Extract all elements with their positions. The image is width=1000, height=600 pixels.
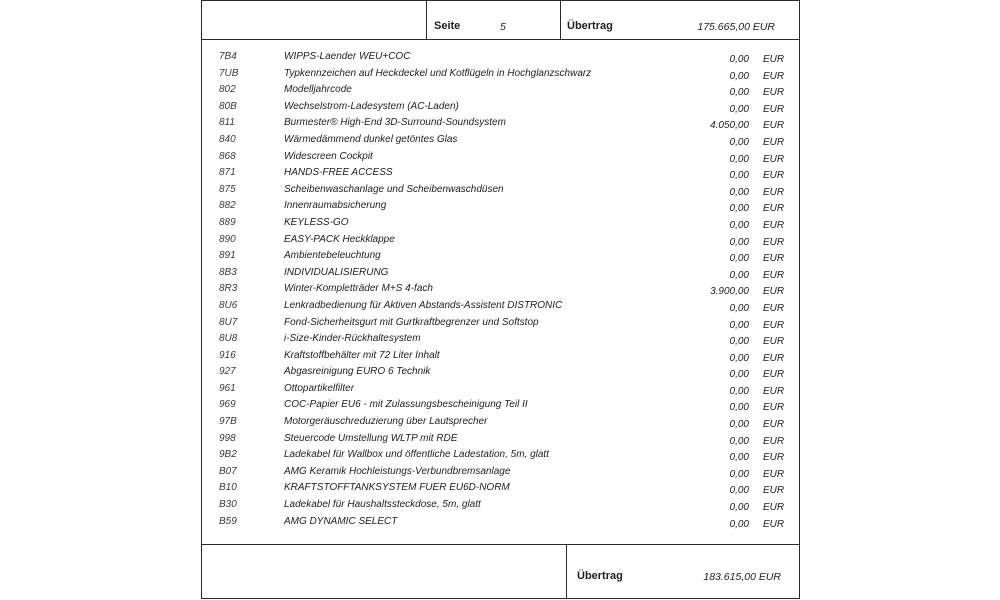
option-description: AMG DYNAMIC SELECT [284, 515, 398, 527]
footer-divider [566, 545, 567, 598]
option-row [202, 113, 799, 130]
option-description: Abgasreinigung EURO 6 Technik [284, 366, 431, 378]
option-code: 961 [219, 382, 236, 394]
option-price: 0,00 [729, 369, 749, 381]
option-currency: EUR [763, 352, 785, 364]
option-description: WIPPS-Laender WEU+COC [284, 51, 411, 62]
option-currency: EUR [763, 319, 785, 331]
option-currency: EUR [763, 286, 785, 298]
option-code: 7UB [219, 67, 239, 79]
option-price: 0,00 [729, 352, 749, 364]
option-row [202, 512, 799, 529]
option-price: 0,00 [729, 203, 749, 215]
option-code: 882 [219, 200, 236, 212]
option-currency: EUR [763, 70, 785, 82]
option-description: INDIVIDUALISIERUNG [284, 266, 389, 278]
option-code: 8U7 [219, 316, 238, 328]
option-price: 0,00 [729, 435, 749, 447]
option-price: 0,00 [729, 419, 749, 431]
option-currency: EUR [763, 236, 785, 248]
option-code: 969 [219, 399, 236, 411]
option-description: Burmester® High-End 3D-Surround-Soundsystem [284, 117, 506, 129]
carry-over-amount: 175.665,00 EUR [697, 21, 775, 33]
option-description: Wärmedämmend dunkel getöntes Glas [284, 133, 458, 145]
option-currency: EUR [763, 385, 785, 397]
option-price: 0,00 [729, 502, 749, 514]
option-price: 0,00 [729, 186, 749, 198]
option-code: 8R3 [219, 283, 238, 295]
page-footer [202, 544, 799, 598]
option-price: 0,00 [729, 219, 749, 231]
page-label: Seite [434, 20, 461, 32]
option-currency: EUR [763, 518, 785, 530]
option-currency: EUR [763, 219, 785, 231]
option-row [202, 329, 799, 346]
option-description: Fond-Sicherheitsgurt mit Gurtkraftbegrenzer und Softstop [284, 316, 539, 328]
option-currency: EUR [763, 369, 785, 381]
option-currency: EUR [763, 253, 785, 265]
page-number: 5 [500, 21, 506, 33]
option-row [202, 64, 799, 81]
option-price: 0,00 [729, 485, 749, 497]
option-code: 891 [219, 250, 236, 262]
option-row [202, 495, 799, 512]
option-price: 0,00 [729, 103, 749, 115]
option-currency: EUR [763, 186, 785, 198]
option-code: 868 [219, 150, 236, 162]
option-description: Typkennzeichen auf Heckdeckel und Kotflügeln in Hochglanzschwarz [284, 67, 592, 79]
option-description: Kraftstoffbehälter mit 72 Liter Inhalt [284, 349, 440, 361]
option-description: COC-Papier EU6 - mit Zulassungsbescheinigung Teil II [284, 399, 528, 411]
carry-over-total-label: Übertrag [577, 570, 623, 582]
option-row [202, 445, 799, 462]
option-row [202, 147, 799, 164]
option-row [202, 346, 799, 363]
option-description: Steuercode Umstellung WLTP mit RDE [284, 432, 458, 444]
option-price: 0,00 [729, 170, 749, 182]
option-description: i-Size-Kinder-Rückhaltesystem [284, 333, 421, 345]
option-price: 0,00 [729, 236, 749, 248]
option-price: 0,00 [729, 385, 749, 397]
option-row [202, 395, 799, 412]
option-code: 8U6 [219, 299, 238, 311]
option-currency: EUR [763, 468, 785, 480]
option-code: 8U8 [219, 333, 238, 345]
option-code: 875 [219, 183, 236, 195]
option-price: 0,00 [729, 70, 749, 82]
option-description: EASY-PACK Heckklappe [284, 233, 395, 245]
option-code: 802 [219, 84, 236, 96]
option-description: Wechselstrom-Ladesystem (AC-Laden) [284, 100, 459, 112]
option-row [202, 130, 799, 147]
option-row [202, 47, 799, 64]
option-code: 890 [219, 233, 236, 245]
header-divider [560, 1, 561, 39]
header-divider [426, 1, 427, 39]
carry-over-label: Übertrag [567, 20, 613, 32]
invoice-page [201, 0, 800, 599]
option-row [202, 263, 799, 280]
option-code: B30 [219, 499, 237, 511]
option-currency: EUR [763, 54, 785, 65]
option-code: 916 [219, 349, 236, 361]
option-price: 0,00 [729, 302, 749, 314]
option-code: 889 [219, 216, 236, 228]
option-code: B59 [219, 515, 237, 527]
option-row [202, 180, 799, 197]
option-currency: EUR [763, 136, 785, 148]
option-description: Motorgeräuschreduzierung über Lautsprecher [284, 416, 488, 428]
option-price: 3.900,00 [710, 286, 749, 298]
option-price: 0,00 [729, 153, 749, 165]
option-row [202, 230, 799, 247]
option-row [202, 296, 799, 313]
option-code: 811 [219, 117, 235, 129]
option-currency: EUR [763, 120, 785, 132]
option-price: 0,00 [729, 518, 749, 530]
option-price: 0,00 [729, 54, 749, 65]
option-price: 0,00 [729, 136, 749, 148]
option-row [202, 97, 799, 114]
option-description: Ambientebeleuchtung [284, 250, 381, 262]
option-currency: EUR [763, 302, 785, 314]
option-code: 80B [219, 100, 237, 112]
option-code: 9B2 [219, 449, 237, 461]
option-currency: EUR [763, 452, 785, 464]
option-row [202, 462, 799, 479]
option-price: 0,00 [729, 402, 749, 414]
option-code: B07 [219, 465, 237, 477]
carry-over-total-amount: 183.615,00 EUR [703, 571, 781, 583]
option-code: 840 [219, 133, 236, 145]
option-row [202, 362, 799, 379]
option-row [202, 279, 799, 296]
option-currency: EUR [763, 170, 785, 182]
option-description: KRAFTSTOFFTANKSYSTEM FUER EU6D-NORM [284, 482, 510, 494]
option-currency: EUR [763, 502, 785, 514]
option-row [202, 429, 799, 446]
option-code: B10 [219, 482, 237, 494]
option-currency: EUR [763, 402, 785, 414]
option-description: Winter-Kompletträder M+S 4-fach [284, 283, 433, 295]
option-description: Lenkradbedienung für Aktiven Abstands-Assistent DISTRONIC [284, 299, 563, 311]
option-currency: EUR [763, 419, 785, 431]
option-price: 0,00 [729, 319, 749, 331]
option-row [202, 80, 799, 97]
option-row [202, 478, 799, 495]
option-code: 8B3 [219, 266, 237, 278]
option-currency: EUR [763, 269, 785, 281]
option-row [202, 313, 799, 330]
option-row [202, 213, 799, 230]
option-price: 0,00 [729, 253, 749, 265]
option-description: HANDS-FREE ACCESS [284, 167, 393, 179]
option-currency: EUR [763, 435, 785, 447]
option-description: Ottopartikelfilter [284, 382, 355, 394]
option-row [202, 196, 799, 213]
option-row [202, 246, 799, 263]
option-price: 0,00 [729, 452, 749, 464]
option-row [202, 379, 799, 396]
option-price: 0,00 [729, 336, 749, 348]
option-price: 4.050,00 [710, 120, 749, 132]
option-currency: EUR [763, 336, 785, 348]
option-currency: EUR [763, 485, 785, 497]
option-code: 97B [219, 416, 237, 428]
option-code: 927 [219, 366, 236, 378]
option-list [202, 47, 799, 528]
page-header [202, 0, 799, 40]
option-description: Scheibenwaschanlage und Scheibenwaschdüsen [284, 183, 504, 195]
option-description: AMG Keramik Hochleistungs-Verbundbremsanlage [284, 465, 511, 477]
option-price: 0,00 [729, 269, 749, 281]
option-currency: EUR [763, 103, 785, 115]
option-row [202, 163, 799, 180]
option-row [202, 412, 799, 429]
option-description: Modelljahrcode [284, 84, 352, 96]
option-code: 7B4 [219, 51, 237, 62]
option-price: 0,00 [729, 87, 749, 99]
option-currency: EUR [763, 87, 785, 99]
option-description: Ladekabel für Wallbox und öffentliche Ladestation, 5m, glatt [284, 449, 549, 461]
option-description: Ladekabel für Haushaltssteckdose, 5m, glatt [284, 499, 481, 511]
option-currency: EUR [763, 153, 785, 165]
option-currency: EUR [763, 203, 785, 215]
option-code: 871 [219, 167, 236, 179]
option-price: 0,00 [729, 468, 749, 480]
option-code: 998 [219, 432, 236, 444]
option-description: Widescreen Cockpit [284, 150, 373, 162]
option-description: KEYLESS-GO [284, 216, 349, 228]
option-description: Innenraumabsicherung [284, 200, 387, 212]
